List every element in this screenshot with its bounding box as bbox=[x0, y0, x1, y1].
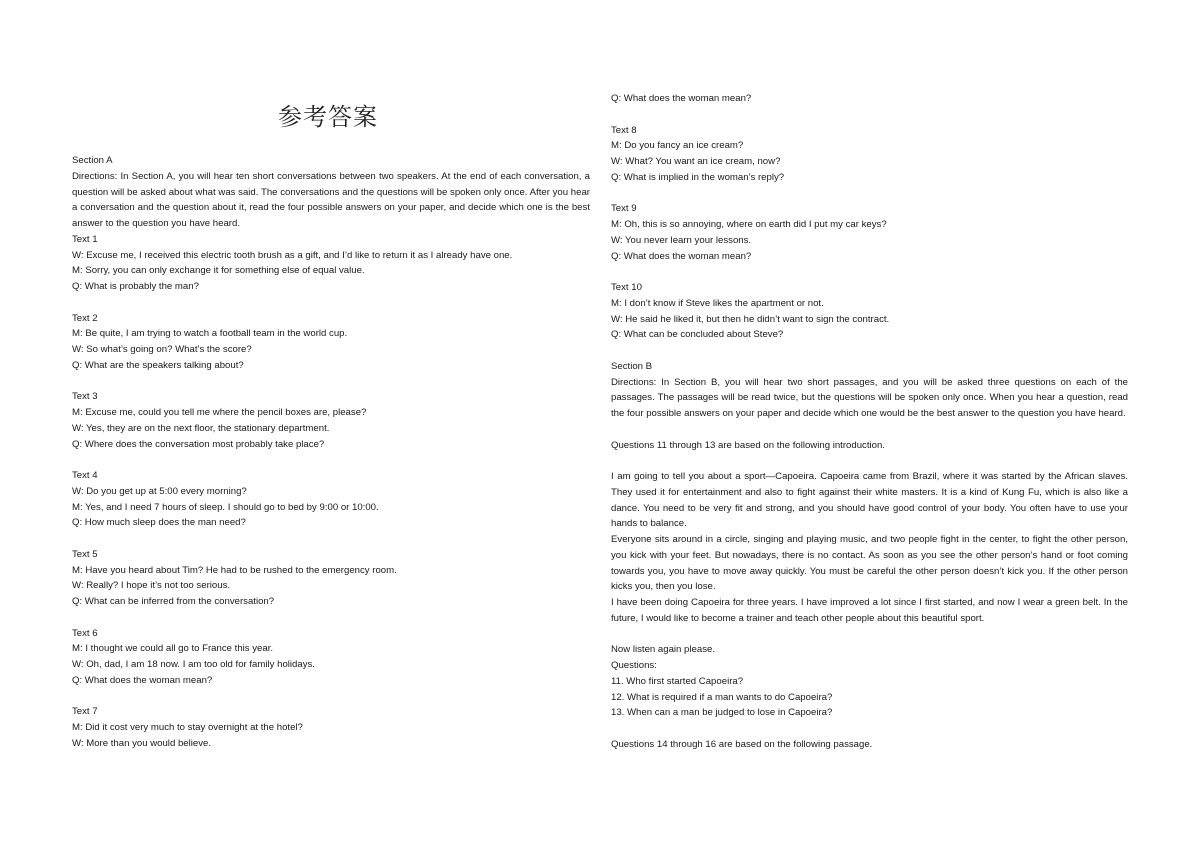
left-column bbox=[72, 0, 590, 752]
text-line: Q: What is implied in the woman’s reply? bbox=[611, 171, 785, 183]
text-line: Text 9 bbox=[611, 203, 637, 215]
text-line: Q: Where does the conversation most probably take place? bbox=[72, 438, 325, 450]
text-paragraph: Directions: In Section A, you will hear ten short conversations between two speakers. At the end of each conversation, a question will be asked about what was said. The conversations and the questions will be spoken only once. After you hear a conversation and the question about it, read the four possible answers on your paper, and decide which one is the best answer to the question you have heard. bbox=[72, 170, 590, 229]
text-line: M: Have you heard about Tim? He had to be rushed to the emergency room. bbox=[72, 564, 397, 576]
text-line: Questions 14 through 16 are based on the following passage. bbox=[611, 738, 873, 750]
text-line: Section B bbox=[611, 360, 653, 372]
text-line: M: Oh, this is so annoying, where on earth did I put my car keys? bbox=[611, 219, 887, 230]
text-line: Questions 11 through 13 are based on the following introduction. bbox=[611, 439, 885, 451]
text-line: W: Excuse me, I received this electric tooth brush as a gift, and I’d like to return it as I already have one. bbox=[72, 249, 513, 261]
blank-line bbox=[611, 422, 1128, 438]
text-line: Section A bbox=[72, 155, 113, 166]
text-line: W: Yes, they are on the next floor, the stationary department. bbox=[72, 422, 330, 434]
text-line: W: Really? I hope it’s not too serious. bbox=[72, 580, 231, 592]
text-line: Q: What does the woman mean? bbox=[72, 674, 213, 686]
text-line: Text 10 bbox=[611, 282, 642, 293]
blank-line bbox=[72, 452, 590, 468]
text-line: Q: What can be concluded about Steve? bbox=[611, 329, 784, 341]
text-line: Q: What is probably the man? bbox=[72, 281, 199, 292]
text-line: 13. When can a man be judged to lose in Capoeira? bbox=[611, 707, 833, 719]
text-line: Text 4 bbox=[72, 470, 98, 481]
text-line: M: Be quite, I am trying to watch a football team in the world cup. bbox=[72, 328, 348, 340]
text-paragraph: Everyone sits around in a circle, singing and playing music, and two people fight in the center, to fight the other person, you kick with your feet. But nowadays, there is no contact. As soon as you see the other person’s hand or foot coming towards you, you have to move away quickly. You must be careful the other person doesn’t kick you. If the other person kicks you, then you lose. bbox=[611, 534, 1128, 593]
text-line: Text 5 bbox=[72, 548, 98, 560]
text-line: Q: What are the speakers talking about? bbox=[72, 359, 244, 371]
text-line: W: More than you would believe. bbox=[72, 737, 212, 749]
blank-line bbox=[72, 689, 590, 705]
text-line: Text 3 bbox=[72, 391, 98, 403]
text-line: Now listen again please. bbox=[611, 644, 715, 656]
text-line: M: Excuse me, could you tell me where the pencil boxes are, please? bbox=[72, 407, 367, 418]
text-line: W: Oh, dad, I am 18 now. I am too old for family holidays. bbox=[72, 659, 315, 670]
text-line: W: Do you get up at 5:00 every morning? bbox=[72, 485, 247, 497]
blank-line bbox=[611, 343, 1128, 359]
text-line: Text 7 bbox=[72, 706, 98, 718]
text-line: Q: What does the woman mean? bbox=[611, 93, 752, 104]
text-line: Questions: bbox=[611, 660, 657, 671]
blank-line bbox=[72, 531, 590, 547]
blank-line bbox=[72, 610, 590, 626]
blank-line bbox=[72, 295, 590, 311]
text-line: Text 2 bbox=[72, 312, 98, 324]
text-line: Text 6 bbox=[72, 627, 98, 639]
blank-line bbox=[72, 374, 590, 390]
text-line: W: He said he liked it, but then he didn’t want to sign the contract. bbox=[611, 313, 890, 325]
text-line: W: You never learn your lessons. bbox=[611, 234, 752, 246]
text-line: W: What? You want an ice cream, now? bbox=[611, 156, 781, 167]
blank-line bbox=[611, 186, 1128, 202]
text-line: Q: What can be inferred from the conversation? bbox=[72, 596, 275, 607]
text-line: Text 1 bbox=[72, 233, 98, 245]
text-line: 12. What is required if a man wants to do Capoeira? bbox=[611, 691, 833, 703]
text-paragraph: I have been doing Capoeira for three years. I have improved a lot since I first started, and now I wear a green belt. In the future, I would like to become a trainer and teach other people about this beautiful sport. bbox=[611, 597, 1128, 624]
right-column bbox=[611, 0, 1128, 753]
text-line: W: So what’s going on? What’s the score? bbox=[72, 344, 252, 355]
text-line: M: Sorry, you can only exchange it for something else of equal value. bbox=[72, 265, 365, 277]
text-line: M: Yes, and I need 7 hours of sleep. I should go to bed by 9:00 or 10:00. bbox=[72, 501, 379, 513]
text-line: Q: How much sleep does the man need? bbox=[72, 517, 246, 529]
text-line: M: Do you fancy an ice cream? bbox=[611, 140, 744, 152]
blank-line bbox=[611, 107, 1128, 123]
text-line: M: I don’t know if Steve likes the apartment or not. bbox=[611, 297, 824, 309]
page-title: 参考答案 bbox=[278, 103, 378, 131]
text-line: Text 8 bbox=[611, 124, 637, 136]
text-line: Q: What does the woman mean? bbox=[611, 250, 752, 262]
text-line: M: I thought we could all go to France this year. bbox=[72, 643, 274, 655]
blank-line bbox=[611, 721, 1128, 737]
blank-line bbox=[611, 453, 1128, 469]
text-line: 11. Who first started Capoeira? bbox=[611, 675, 744, 687]
text-paragraph: I am going to tell you about a sport—Capoeira. Capoeira came from Brazil, where it was started by the African slaves. They used it for entertainment and also to fight against their white masters. It is a kind of Kung Fu, which is also like a dance. You need to be very fit and strong, and you should have good control of your body. You often have to use your hands to balance. bbox=[611, 471, 1128, 530]
text-paragraph: Directions: In Section B, you will hear two short passages, and you will be asked three questions on each of the passages. The passages will be read twice, but the questions will be spoken only once. When you hear a question, read the four possible answers on your paper and decide which one would be the best answer to the question you have heard. bbox=[611, 376, 1128, 419]
text-line: M: Did it cost very much to stay overnight at the hotel? bbox=[72, 722, 303, 733]
blank-line bbox=[611, 627, 1128, 643]
blank-line bbox=[611, 264, 1128, 280]
